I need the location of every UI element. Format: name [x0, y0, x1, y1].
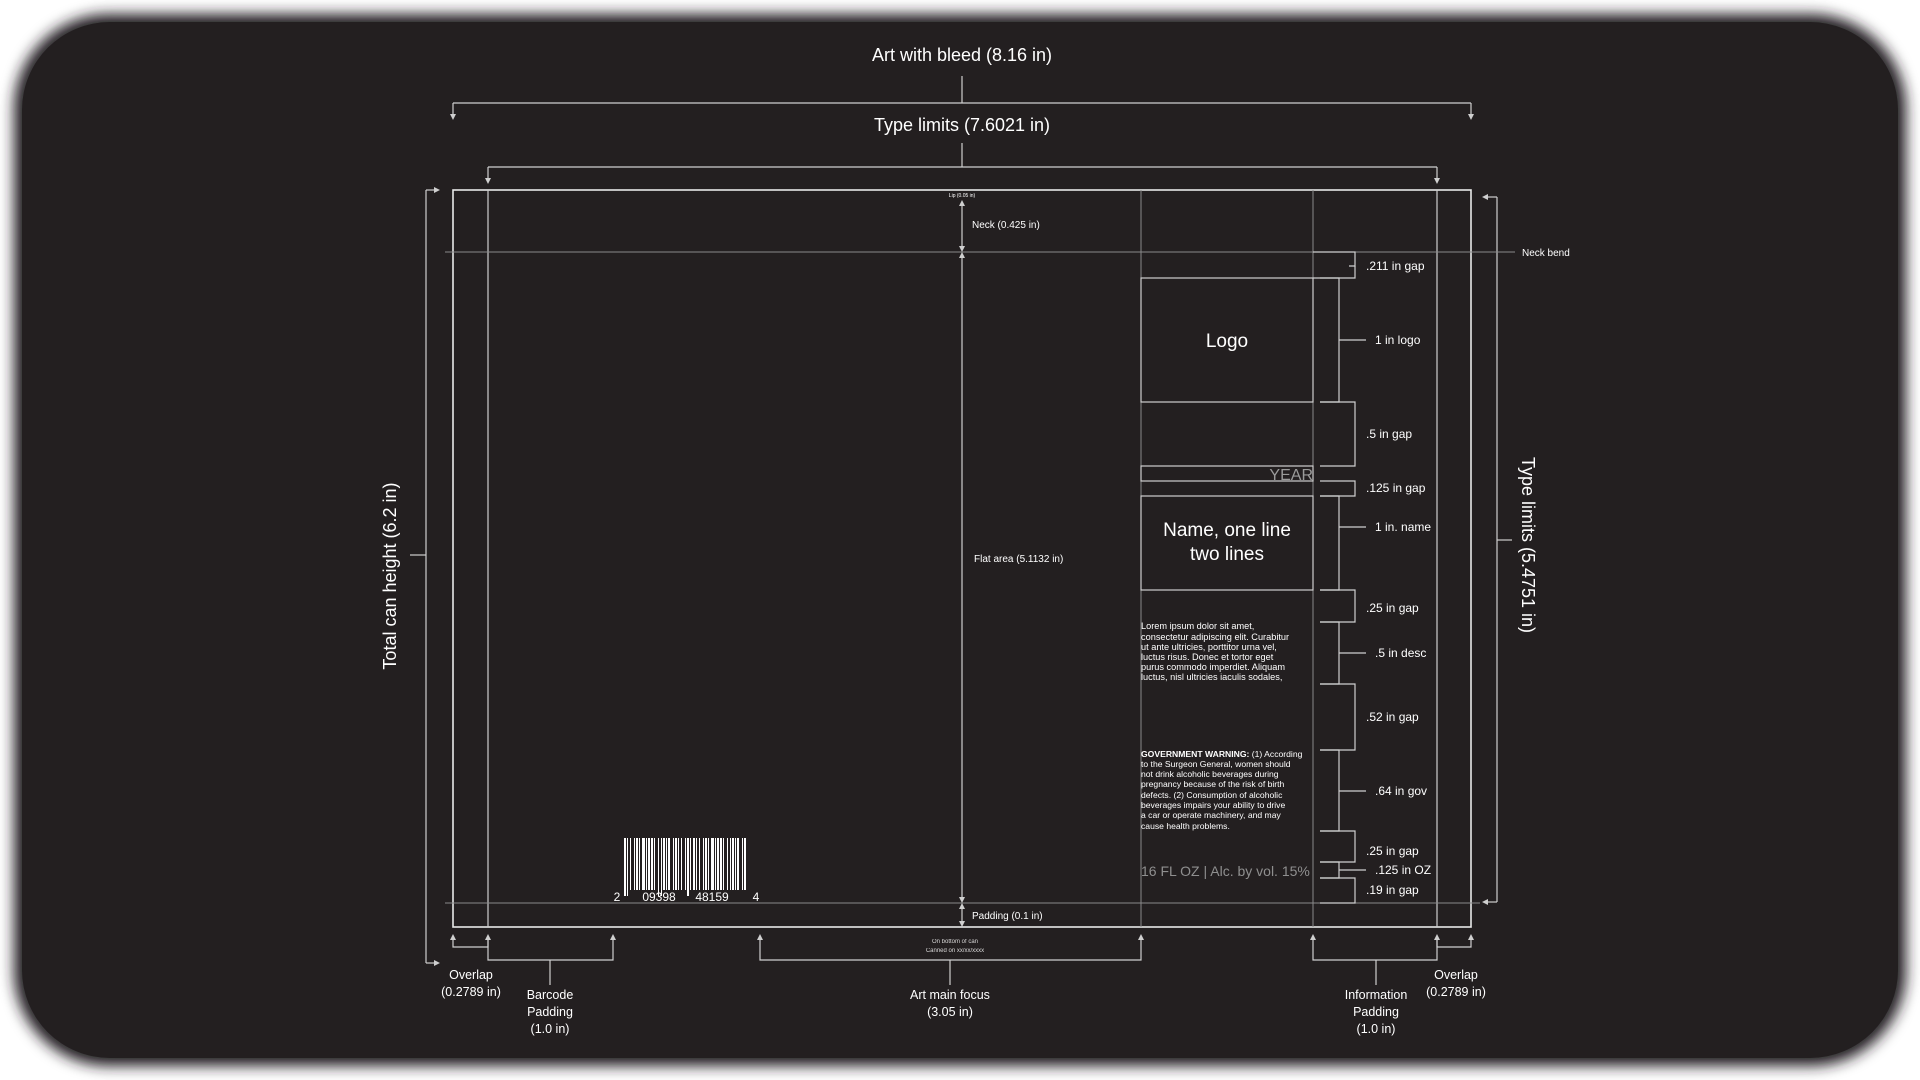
barcode-bar: [648, 838, 650, 890]
government-warning: [1141, 749, 1303, 831]
type-limits-right-label: Type limits (5.4751 in): [1518, 456, 1538, 634]
barcode-lead-digit: 2: [613, 890, 621, 904]
barcode-bar: [685, 838, 686, 890]
barcode-bar: [661, 838, 662, 896]
barcode-bar: [696, 838, 697, 890]
bottom-note-line-2: Canned on xx/xx/xxxx: [925, 948, 985, 954]
barcode-bar: [624, 838, 626, 896]
barcode-bar: [720, 838, 722, 890]
art-with-bleed-label: Art with bleed (8.16 in): [871, 45, 1053, 65]
spacing-label: 1 in. name: [1375, 520, 1432, 534]
spacing-label: .5 in desc: [1375, 646, 1427, 660]
barcode-bar: [690, 838, 691, 890]
barcode-bar: [727, 838, 728, 890]
spacing-label: .125 in gap: [1366, 481, 1426, 495]
barcode-bar: [732, 838, 734, 890]
lip-label: Lip (0.05 in): [948, 193, 976, 199]
barcode-bar: [675, 838, 677, 890]
barcode-bar: [730, 838, 731, 890]
barcode-bar: [708, 838, 709, 890]
barcode-bar: [687, 838, 689, 896]
overlap-right-value: (0.2789 in): [1426, 985, 1486, 999]
logo-text: Logo: [1205, 331, 1249, 352]
bottom-note-line-1: On bottom of can: [931, 939, 979, 945]
spacing-label: .25 in gap: [1366, 601, 1419, 615]
barcode-bar: [663, 838, 665, 890]
barcode-bar: [673, 838, 674, 890]
neck-label: Neck (0.425 in): [972, 220, 1040, 231]
svg-text:not drink alcoholic beverages: not drink alcoholic beverages during: [1141, 769, 1279, 779]
spacing-label: .5 in gap: [1366, 427, 1413, 441]
neck-bend-label: Neck bend: [1522, 248, 1570, 259]
spacing-label: .19 in gap: [1366, 883, 1419, 897]
barcode-bar: [742, 838, 743, 890]
barcode-padding-label-2: Padding: [527, 1005, 573, 1019]
svg-text:to the Surgeon General, women: to the Surgeon General, women should: [1141, 759, 1291, 769]
padding-label: Padding (0.1 in): [972, 911, 1043, 922]
overlap-right-label: Overlap: [1434, 968, 1478, 982]
spacing-label: .125 in OZ: [1375, 863, 1432, 877]
barcode-bar: [658, 838, 659, 896]
art-main-focus-label: Art main focus: [910, 988, 990, 1002]
barcode-left-group: 09398: [642, 890, 676, 904]
information-padding-value: (1.0 in): [1356, 1022, 1396, 1036]
barcode-right-group: 48159: [695, 890, 729, 904]
barcode-bar: [715, 838, 716, 890]
barcode-bar: [654, 838, 655, 890]
name-line-2: two lines: [1190, 544, 1264, 565]
barcode-bar: [666, 838, 667, 890]
spacing-label: .211 in gap: [1366, 259, 1425, 273]
barcode-bar: [744, 838, 746, 890]
spacing-label: .25 in gap: [1366, 844, 1419, 858]
barcode-bar: [678, 838, 679, 890]
information-padding-label-2: Padding: [1353, 1005, 1399, 1019]
barcode-bar: [668, 838, 670, 890]
barcode-bar: [642, 838, 645, 890]
barcode-bar: [646, 838, 647, 890]
art-main-focus-value: (3.05 in): [927, 1005, 973, 1019]
spacing-label: .64 in gov: [1375, 784, 1428, 798]
barcode-bar: [711, 838, 714, 890]
barcode-bar: [636, 838, 638, 890]
barcode-bar: [634, 838, 635, 890]
barcode-padding-value: (1.0 in): [530, 1022, 570, 1036]
svg-text:luctus risus. Donec et tortor: luctus risus. Donec et tortor eget: [1141, 652, 1274, 662]
barcode-bar: [699, 838, 700, 890]
barcode-trail-digit: 4: [752, 890, 760, 904]
volume-text: 16 FL OZ | Alc. by vol. 15%: [1141, 863, 1310, 879]
barcode-bar: [639, 838, 640, 890]
barcode-padding-label-1: Barcode: [526, 988, 574, 1002]
barcode-bar: [717, 838, 719, 890]
name-line-1: Name, one line: [1163, 520, 1291, 541]
spacing-label: .52 in gap: [1366, 710, 1419, 724]
flat-area-label: Flat area (5.1132 in): [974, 554, 1064, 565]
total-can-height-label: Total can height (6.2 in): [380, 482, 400, 670]
barcode-bar: [723, 838, 724, 890]
barcode-bar: [735, 838, 736, 890]
year-text: YEAR: [1269, 467, 1313, 484]
svg-text:a car or operate machinery, an: a car or operate machinery, and may: [1141, 810, 1281, 820]
barcode-bar: [627, 838, 628, 896]
overlap-left-label: Overlap: [449, 968, 493, 982]
barcode-bar: [630, 838, 631, 890]
svg-text:Lorem ipsum dolor sit amet,: Lorem ipsum dolor sit amet,: [1141, 621, 1255, 631]
svg-text:GOVERNMENT WARNING: (1) Accord: GOVERNMENT WARNING: (1) According: [1141, 749, 1303, 759]
barcode-bar: [651, 838, 653, 890]
information-padding-label-1: Information: [1344, 988, 1408, 1002]
overlap-left-value: (0.2789 in): [441, 985, 501, 999]
svg-text:luctus, nisl ultricies iaculis: luctus, nisl ultricies iaculis sodales,: [1141, 672, 1283, 682]
barcode-bar: [681, 838, 682, 890]
barcode-bar: [703, 838, 704, 890]
barcode: [624, 838, 746, 896]
barcode-bar: [737, 838, 739, 890]
barcode-bar: [705, 838, 707, 890]
svg-text:ut ante ultricies, porttitor u: ut ante ultricies, porttitor urna vel,: [1141, 642, 1277, 652]
svg-text:cause health problems.: cause health problems.: [1141, 821, 1230, 831]
svg-text:defects. (2) Consumption of al: defects. (2) Consumption of alcoholic: [1141, 790, 1283, 800]
barcode-bar: [693, 838, 695, 890]
svg-text:pregnancy because of the risk: pregnancy because of the risk of birth: [1141, 779, 1285, 789]
svg-text:beverages impairs your ability: beverages impairs your ability to drive: [1141, 800, 1286, 810]
type-limits-top-label: Type limits (7.6021 in): [873, 115, 1051, 135]
svg-text:purus commodo imperdiet. Aliqu: purus commodo imperdiet. Aliquam: [1141, 662, 1286, 672]
spacing-label: 1 in logo: [1375, 333, 1421, 347]
svg-text:consectetur adipiscing elit. C: consectetur adipiscing elit. Curabitur: [1141, 632, 1290, 642]
